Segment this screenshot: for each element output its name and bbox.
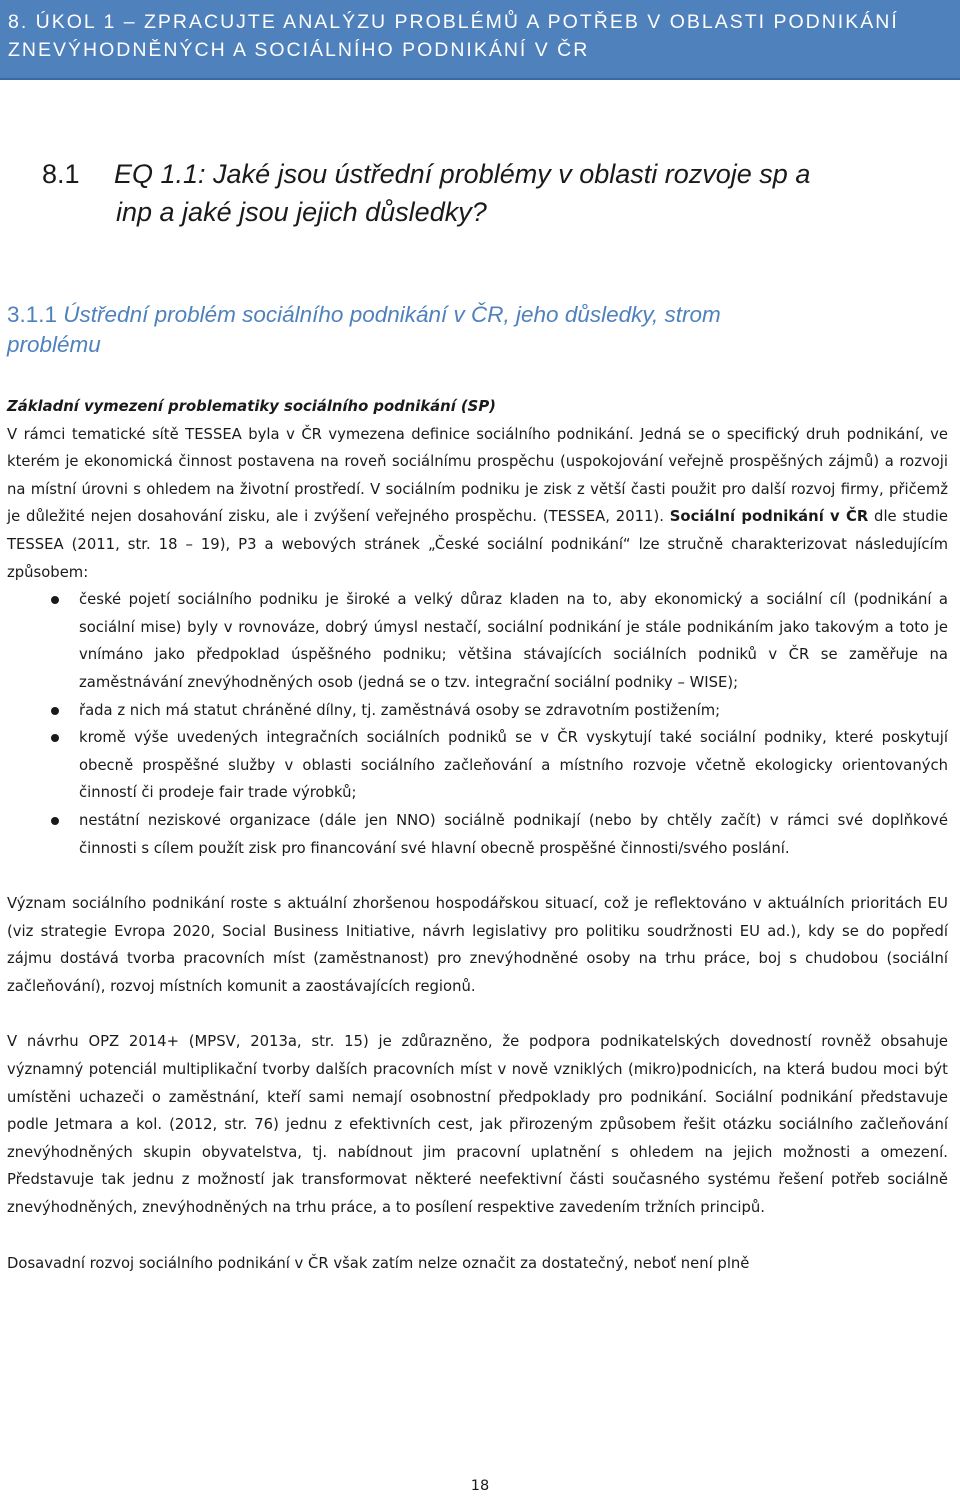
- paragraph-1-text: V rámci tematické sítě TESSEA byla v ČR vymezena definice sociálního podnikání. Jedná se o specifický druh podnikání, ve kterém je ekonomická činnost postavena na roveň sociálnímu prospěchu (uspokojování veřejně prospěšných zájmů) a rozvoji na místní úrovni s ohledem na životní prostředí. V sociálním podniku je zisk z větší časti použit pro další rozvoj firmy, přičemž je důležité nejen dosahování zisku, ale i zvýšení veřejného prospěchu. (TESSEA, 2011).: [7, 425, 948, 526]
- section-title-line-2: inp a jaké jsou jejich důsledky?: [116, 197, 487, 227]
- chapter-title-line-1: 8. ÚKOL 1 – ZPRACUJTE ANALÝZU PROBLÉMŮ A POTŘEB V OBLASTI PODNIKÁNÍ: [8, 11, 899, 33]
- bullet-icon: [51, 596, 59, 604]
- list-item: [7, 697, 948, 725]
- section-heading: [42, 155, 952, 231]
- chapter-banner: [0, 0, 960, 80]
- paragraph-4: Dosavadní rozvoj sociálního podnikání v ČR však zatím nelze označit za dostatečný, neboť není plně: [7, 1254, 750, 1272]
- subsection-title-part-1: Ústřední problém sociálního podnikání v ČR, jeho důsledky, strom: [57, 302, 721, 327]
- body-text: [7, 393, 948, 1277]
- paragraph-3: V návrhu OPZ 2014+ (MPSV, 2013a, str. 15) je zdůrazněno, že podpora podnikatelských dovedností rovněž obsahuje významný potenciál multiplikační tvorby dalších pracovních míst v nově vzniklých (mikro)podnicích, na která budou moci být umístěni uchazeči o zaměstnání, kteří sami nemají osobnostní předpoklady pro podnikání. Sociální podnikání představuje podle Jetmara a kol. (2012, str. 76) jednu z efektivních cest, jak přirozeným způsobem řešit otázku sociálního začleňování znevýhodněných skupin obyvatelstva, tj. nabídnout jim pracovní uplatnění s ohledem na jejich možnosti a omezení. Představuje tak jednu z možností jak transformovat některé neefektivní části současného systému řešení potřeb sociálně znevýhodněných, znevýhodněných na trhu práce, a to posílení respektive zavedením tržních principů.: [7, 1033, 948, 1217]
- paragraph-1-bold: Sociální podnikání v ČR: [669, 508, 869, 526]
- list-item-text: nestátní neziskové organizace (dále jen NNO) sociálně podnikají (nebo by chtěly začít) v rámci své doplňkové činnosti s cílem použít zisk pro financování své hlavní obecně prospěšné činnosti/svého poslání.: [79, 811, 948, 857]
- list-item-text: řada z nich má statut chráněné dílny, tj. zaměstnává osoby se zdravotním postižením;: [79, 701, 721, 719]
- subsection-number: 3.1.1: [7, 302, 58, 327]
- paragraph-1-rest: dle studie TESSEA (2011, str. 18 – 19), P3 a webových stránek „České sociální podnikání“ lze stručně charakterizovat následujícím způsobem:: [7, 508, 948, 581]
- chapter-title-line-2: ZNEVÝHODNĚNÝCH A SOCIÁLNÍHO PODNIKÁNÍ V ČR: [8, 39, 590, 61]
- bullet-icon: [51, 707, 59, 715]
- list-item: [7, 724, 948, 807]
- paragraph-2: Význam sociálního podnikání roste s aktuální zhoršenou hospodářskou situací, což je reflektováno v aktuálních prioritách EU (viz strategie Evropa 2020, Social Business Initiative, návrh legislativy pro politiku soudržnosti EU ad.), kdy se do popředí zájmu dostává tvorba pracovních míst (zaměstnanost) pro znevýhodněné osoby na trhu práce, boj s chudobou (sociální začleňování), rozvoj místních komunit a zaostávajících regionů.: [7, 895, 948, 995]
- page-number: 18: [470, 1478, 490, 1494]
- list-item-text: kromě výše uvedených integračních sociálních podniků se v ČR vyskytují také sociální podniky, které poskytují obecně prospěšné služby v oblasti sociálního začleňování a místního rozvoje včetně ekologicky orientovaných činností či prodeje fair trade výrobků;: [79, 729, 948, 802]
- list-item-text: české pojetí sociálního podniku je široké a velký důraz kladen na to, aby ekonomický a sociální cíl (podnikání a sociální mise) byly v rovnováze, dobrý úmysl nestačí, sociální podnikání je stále podnikáním jako takovým a toto je vnímáno jako předpoklad úspěšného podniku; většina stávajících sociálních podniků v ČR se zaměřuje na zaměstnávání znevýhodněných osob (jedná se o tzv. integrační sociální podniky – WISE);: [79, 591, 948, 691]
- bullet-list: [7, 586, 948, 862]
- subsection-heading: [7, 300, 952, 360]
- paragraph-1: [7, 421, 948, 587]
- section-number: 8.1: [42, 159, 80, 189]
- list-item: [7, 807, 948, 862]
- section-title-line-1: EQ 1.1: Jaké jsou ústřední problémy v oblasti rozvoje sp a: [114, 159, 811, 189]
- subsection-title-part-2: problému: [7, 332, 101, 357]
- list-item: [7, 586, 948, 696]
- bullet-icon: [51, 734, 59, 742]
- sub-heading: Základní vymezení problematiky sociálního podnikání (SP): [7, 398, 496, 415]
- bullet-icon: [51, 817, 59, 825]
